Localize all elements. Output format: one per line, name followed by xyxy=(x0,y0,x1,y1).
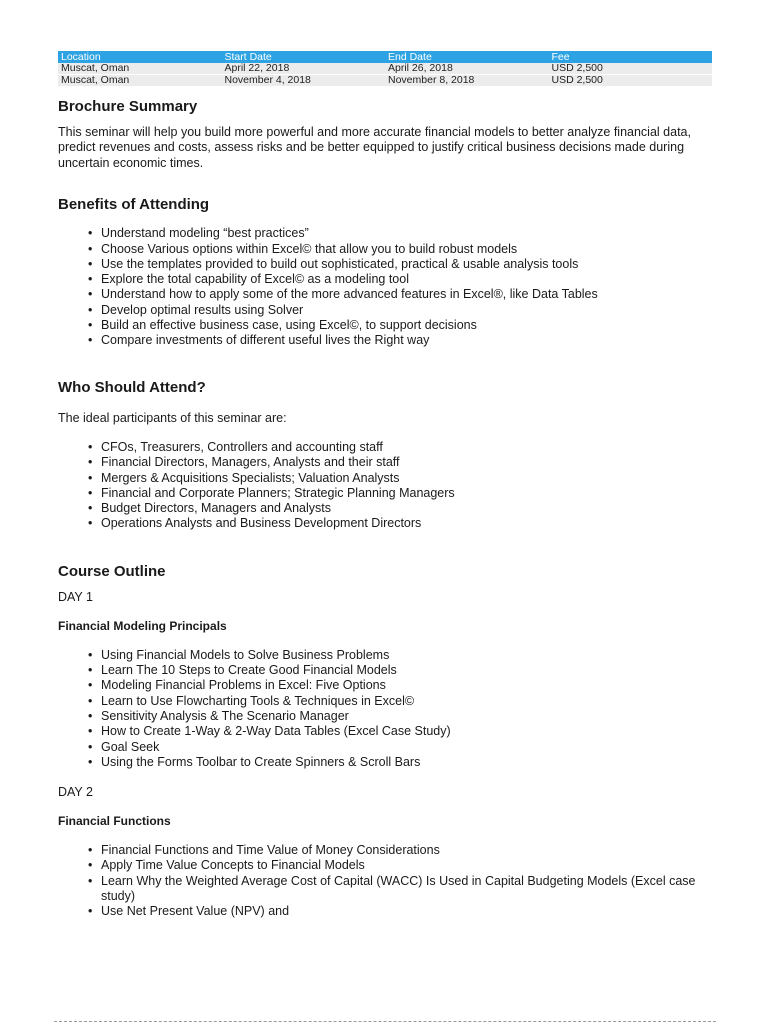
who-should-attend-intro: The ideal participants of this seminar are: xyxy=(58,410,287,425)
bullet-icon: • xyxy=(88,873,93,888)
bullet-icon: • xyxy=(88,724,93,739)
list-item: • Operations Analysts and Business Development Directors xyxy=(88,516,422,531)
bullet-icon: • xyxy=(88,678,93,693)
day-1-topics-list xyxy=(58,648,712,770)
bullet-icon: • xyxy=(88,754,93,769)
bullet-icon: • xyxy=(88,739,93,754)
list-item: • Understand how to apply some of the more advanced features in Excel®, like Data Tables xyxy=(88,287,598,302)
header-fee: Fee xyxy=(549,51,713,63)
bullet-icon: • xyxy=(88,272,93,287)
list-item: • Mergers & Acquisitions Specialists; Valuation Analysts xyxy=(88,470,400,485)
day-2-topics-list xyxy=(58,843,712,919)
bullet-icon: • xyxy=(88,843,93,858)
list-item: • Learn The 10 Steps to Create Good Financial Models xyxy=(88,663,397,678)
list-item: • Apply Time Value Concepts to Financial Models xyxy=(88,858,365,873)
list-item: • Develop optimal results using Solver xyxy=(88,302,304,317)
cell-start-date: April 22, 2018 xyxy=(222,63,386,75)
list-item: • Using the Forms Toolbar to Create Spinners & Scroll Bars xyxy=(88,754,421,769)
cell-start-date: November 4, 2018 xyxy=(222,75,386,87)
list-item: • How to Create 1-Way & 2-Way Data Tables (Excel Case Study) xyxy=(88,724,451,739)
bullet-icon: • xyxy=(88,708,93,723)
day-1-subtitle: Financial Modeling Principals xyxy=(58,618,227,633)
list-item: • Use the templates provided to build out sophisticated, practical & usable analysis tools xyxy=(88,256,579,271)
list-item: • Financial and Corporate Planners; Strategic Planning Managers xyxy=(88,485,455,500)
bullet-icon: • xyxy=(88,516,93,531)
list-item: • Compare investments of different useful lives the Right way xyxy=(88,333,430,348)
bullet-icon: • xyxy=(88,470,93,485)
list-item: • Understand modeling “best practices” xyxy=(88,226,309,241)
day-2-subtitle: Financial Functions xyxy=(58,814,171,829)
list-item: • Build an effective business case, using Excel©, to support decisions xyxy=(88,318,477,332)
cell-location: Muscat, Oman xyxy=(58,75,222,87)
schedule-table xyxy=(58,51,712,86)
list-item: • Budget Directors, Managers and Analysts xyxy=(88,501,331,516)
bullet-icon: • xyxy=(88,318,93,332)
list-item: • Explore the total capability of Excel© as a modeling tool xyxy=(88,272,409,287)
bullet-icon: • xyxy=(88,455,93,470)
list-item: • Financial Directors, Managers, Analysts and their staff xyxy=(88,455,400,470)
list-item: • Financial Functions and Time Value of Money Considerations xyxy=(88,843,440,858)
list-item: • Sensitivity Analysis & The Scenario Manager xyxy=(88,708,349,723)
bullet-icon: • xyxy=(88,904,93,919)
table-row xyxy=(58,75,712,87)
list-item: • Learn Why the Weighted Average Cost of Capital (WACC) Is Used in Capital Budgeting Models (Excel case study) xyxy=(88,873,696,904)
table-row xyxy=(58,63,712,75)
bullet-icon: • xyxy=(88,858,93,873)
bullet-icon: • xyxy=(88,287,93,302)
bullet-icon: • xyxy=(88,226,93,241)
list-item: • Use Net Present Value (NPV) and xyxy=(88,904,290,919)
day-2-label: DAY 2 xyxy=(58,785,93,800)
brochure-summary-text: This seminar will help you build more powerful and more accurate financial models to better analyze financial data, predict revenues and costs, assess risks and be better equipped to justify critical business decisions made during uncertain economic times. xyxy=(58,125,691,170)
list-item: • Learn to Use Flowcharting Tools & Techniques in Excel© xyxy=(88,693,415,708)
participants-list xyxy=(58,440,712,532)
header-location: Location xyxy=(58,51,222,63)
cell-end-date: April 26, 2018 xyxy=(385,63,549,75)
brochure-summary-heading: Brochure Summary xyxy=(58,98,198,115)
bullet-icon: • xyxy=(88,440,93,454)
bullet-icon: • xyxy=(88,663,93,678)
benefits-heading: Benefits of Attending xyxy=(58,196,210,214)
day-1-label: DAY 1 xyxy=(58,589,93,604)
list-item: • Modeling Financial Problems in Excel: Five Options xyxy=(88,678,386,693)
list-item: • CFOs, Treasurers, Controllers and accounting staff xyxy=(88,440,383,454)
list-item: • Choose Various options within Excel© that allow you to build robust models xyxy=(88,241,518,256)
bullet-icon: • xyxy=(88,302,93,317)
schedule-header-row xyxy=(58,51,712,63)
document-page xyxy=(58,51,712,920)
cell-fee: USD 2,500 xyxy=(549,63,713,75)
header-start-date: Start Date xyxy=(222,51,386,63)
bullet-icon: • xyxy=(88,241,93,256)
benefits-list xyxy=(58,226,712,348)
bullet-icon: • xyxy=(88,647,93,662)
cell-fee: USD 2,500 xyxy=(549,75,713,87)
bullet-icon: • xyxy=(88,501,93,516)
bullet-icon: • xyxy=(88,693,93,708)
list-item: • Goal Seek xyxy=(88,739,160,754)
bullet-icon: • xyxy=(88,485,93,500)
list-item: • Using Financial Models to Solve Business Problems xyxy=(88,647,390,662)
header-end-date: End Date xyxy=(385,51,549,63)
who-should-attend-heading: Who Should Attend? xyxy=(58,378,206,396)
cell-end-date: November 8, 2018 xyxy=(385,75,549,87)
cell-location: Muscat, Oman xyxy=(58,63,222,75)
page-footer-divider xyxy=(54,1021,716,1022)
bullet-icon: • xyxy=(88,256,93,271)
course-outline-heading: Course Outline xyxy=(58,562,166,580)
bullet-icon: • xyxy=(88,333,93,348)
